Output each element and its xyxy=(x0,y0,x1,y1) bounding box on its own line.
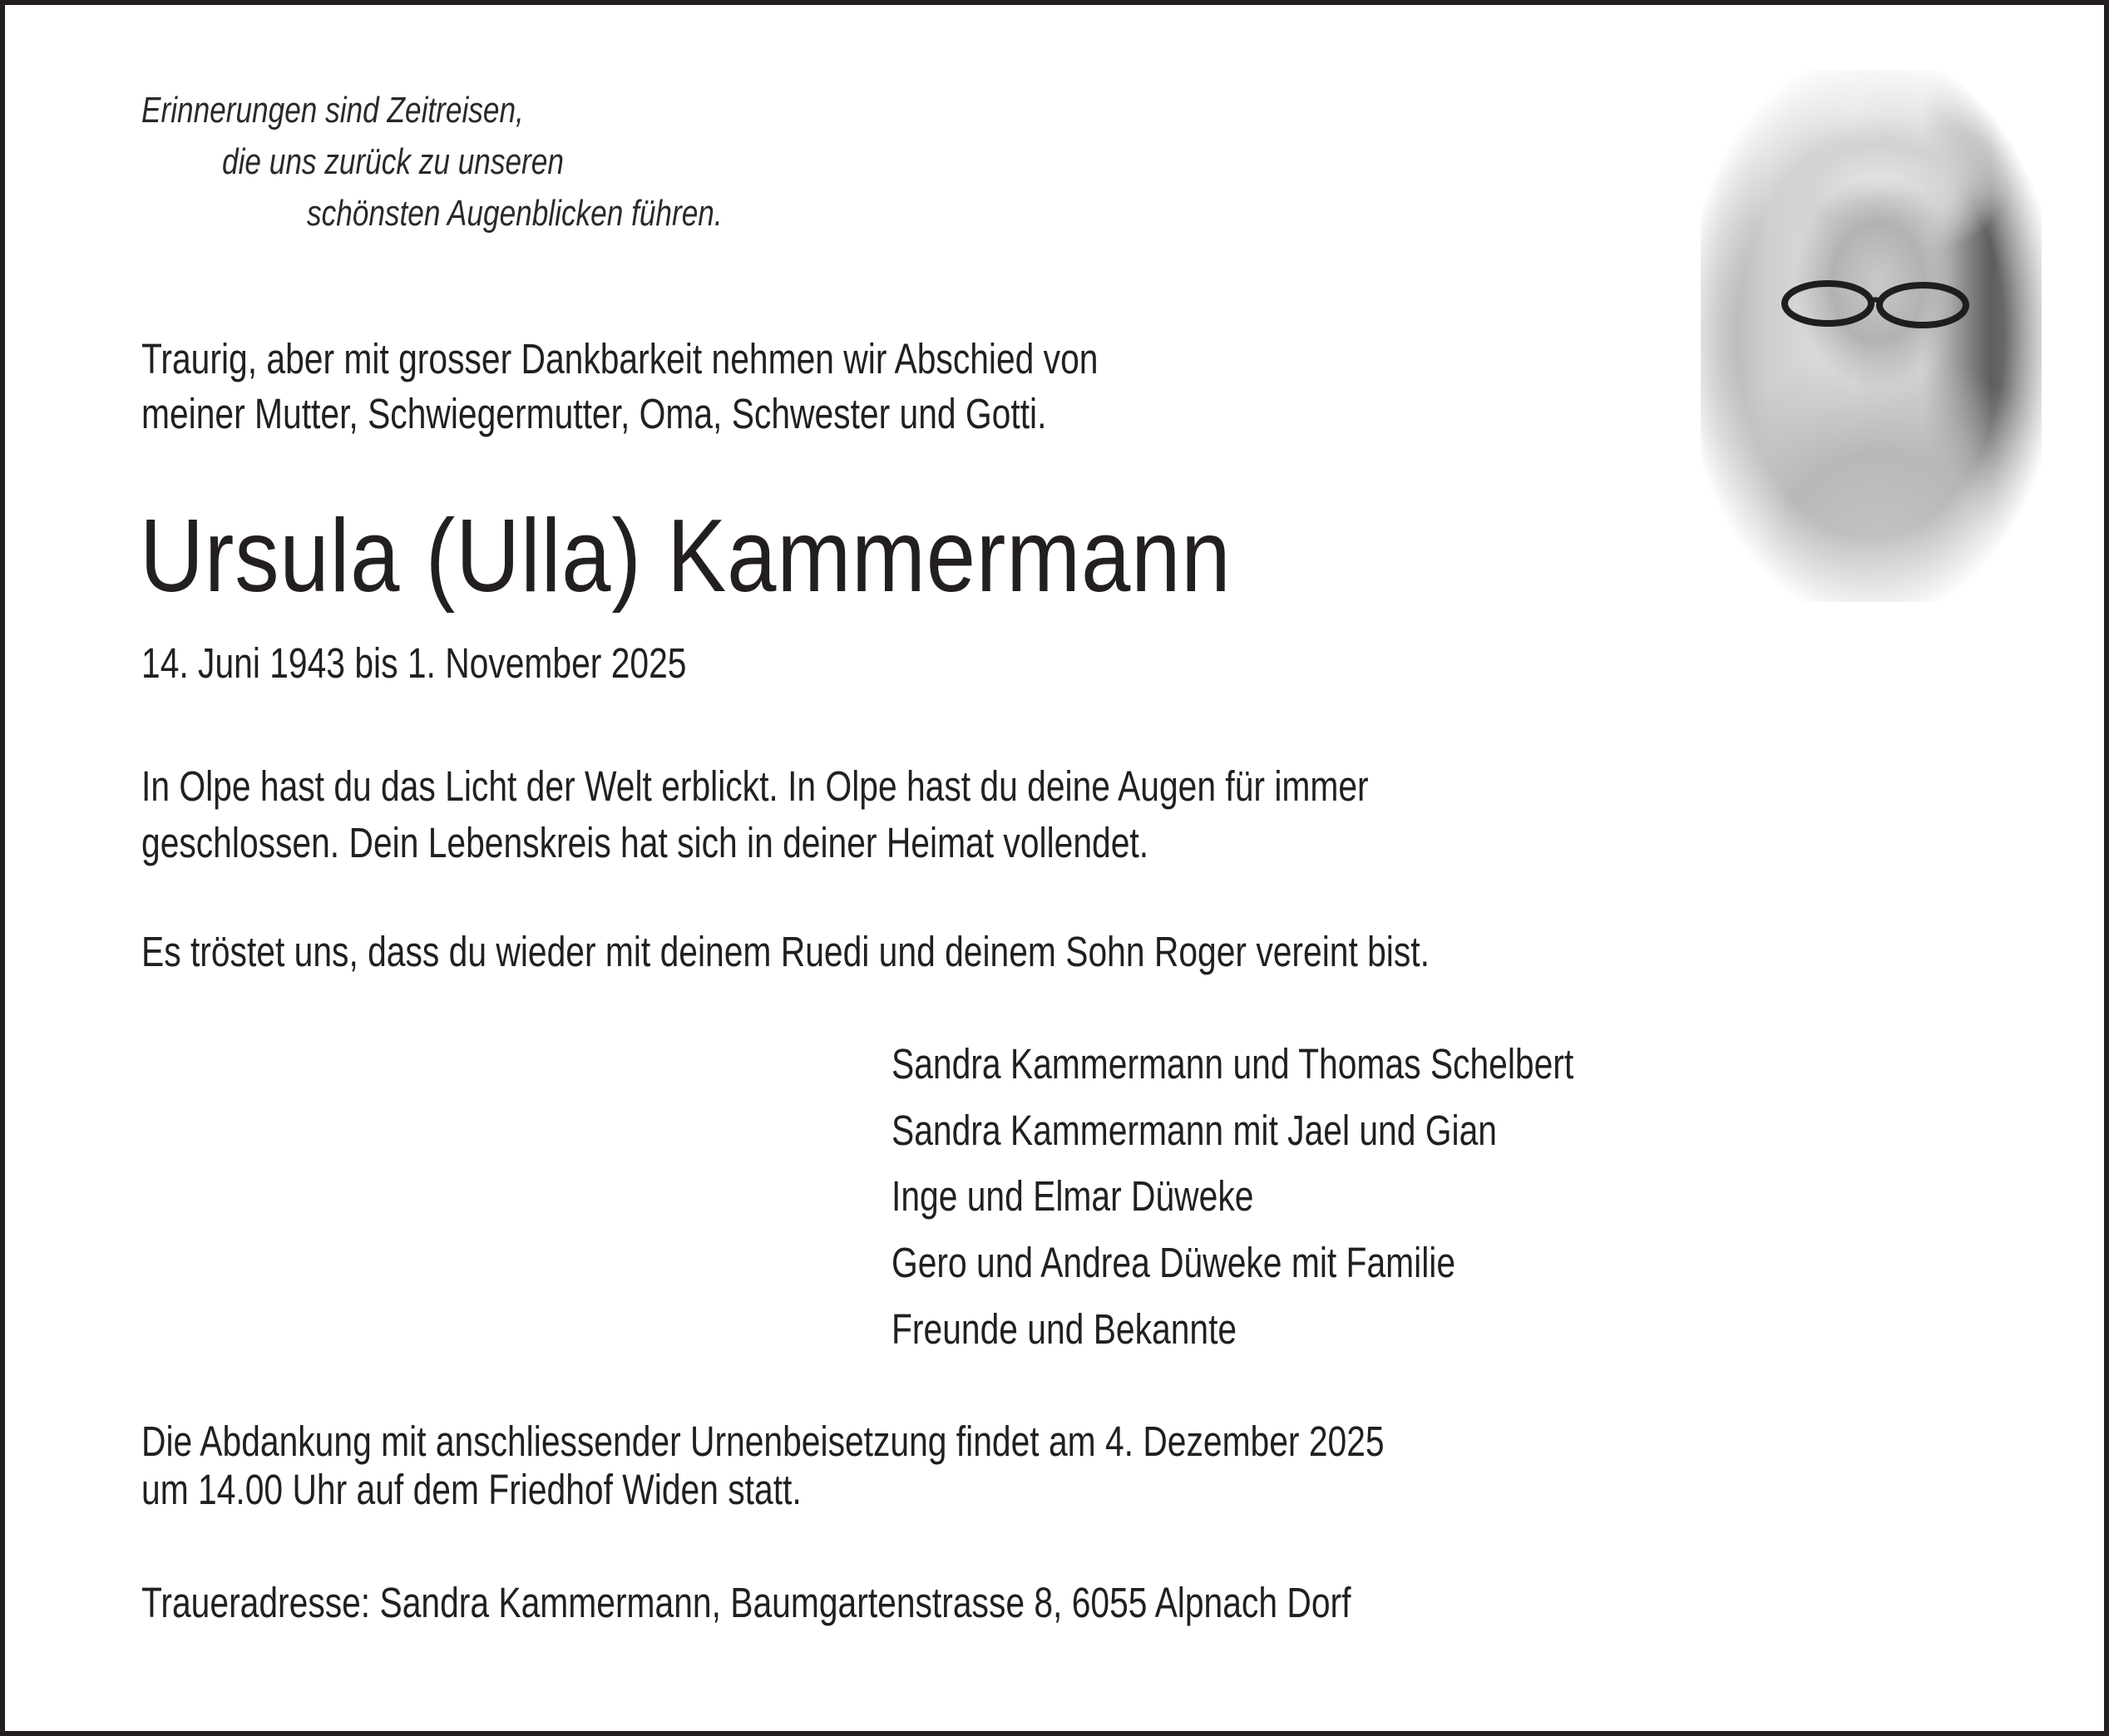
quote-line-1: Erinnerungen sind Zeitreisen, xyxy=(141,90,524,131)
mourner-3: Inge und Elmar Düweke xyxy=(892,1172,1254,1220)
quote-line-2: die uns zurück zu unseren xyxy=(222,141,564,182)
portrait-glasses-detail xyxy=(1780,274,1971,333)
mourner-2: Sandra Kammermann mit Jael und Gian xyxy=(892,1107,1497,1154)
olpe-paragraph-line-2: geschlossen. Dein Lebenskreis hat sich in deiner Heimat vollendet. xyxy=(141,819,1149,866)
deceased-name: Ursula (Ulla) Kammermann xyxy=(140,499,1232,614)
ceremony-line-2: um 14.00 Uhr auf dem Friedhof Widen statt. xyxy=(141,1466,802,1513)
comfort-paragraph: Es tröstet uns, dass du wieder mit deinem Ruedi und deinem Sohn Roger vereint bist. xyxy=(141,928,1430,975)
quote-line-3: schönsten Augenblicken führen. xyxy=(307,193,723,234)
ceremony-line-1: Die Abdankung mit anschliessender Urnenbeisetzung findet am 4. Dezember 2025 xyxy=(141,1418,1385,1465)
mourning-address: Traueradresse: Sandra Kammermann, Baumgartenstrasse 8, 6055 Alpnach Dorf xyxy=(141,1579,1351,1626)
mourner-1: Sandra Kammermann und Thomas Schelbert xyxy=(892,1040,1574,1087)
mourner-4: Gero und Andrea Düweke mit Familie xyxy=(892,1239,1456,1286)
mourner-5: Freunde und Bekannte xyxy=(892,1305,1237,1353)
intro-line-1: Traurig, aber mit grosser Dankbarkeit nehmen wir Abschied von xyxy=(141,335,1099,382)
olpe-paragraph-line-1: In Olpe hast du das Licht der Welt erblickt. In Olpe hast du deine Augen für immer xyxy=(141,762,1369,810)
portrait-photo xyxy=(1701,70,2042,602)
intro-line-2: meiner Mutter, Schwiegermutter, Oma, Schwester und Gotti. xyxy=(141,390,1047,437)
life-dates: 14. Juni 1943 bis 1. November 2025 xyxy=(141,639,687,687)
